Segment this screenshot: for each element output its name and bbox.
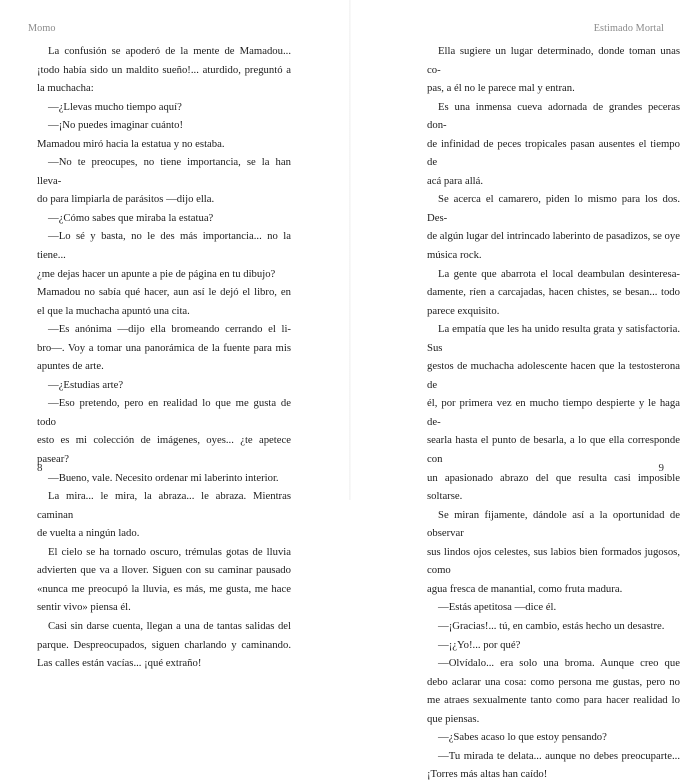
text-line: —Olvídalo... era solo una broma. Aunque creo que	[438, 657, 680, 670]
text-line: el que la muchacha apuntó una cita.	[37, 304, 190, 317]
text-line: Se acerca el camarero, piden lo mismo para los dos. Des-	[427, 193, 680, 224]
text-line: apuntes de arte.	[37, 360, 104, 373]
text-line: searla hasta el punto de besarla, a lo que ella corresponde con	[427, 434, 680, 466]
text-line: Ella sugiere un lugar determinado, donde toman unas co-	[427, 45, 680, 76]
text-line: —¿Estudias arte?	[48, 378, 124, 391]
running-header-right: Estimado Mortal	[593, 23, 664, 34]
text-line: ¿me dejas hacer un apunte a pie de página en tu dibujo?	[37, 267, 276, 280]
right-page	[351, 0, 700, 781]
text-line: debo aclarar una cosa: como persona me gustas, pero no	[427, 675, 680, 688]
text-line: —Eso pretendo, pero en realidad lo que me gusta de todo	[37, 397, 291, 428]
text-line: —¡No puedes imaginar cuánto!	[48, 119, 184, 132]
text-line: ¡todo había sido un maldito sueño!... aturdido, preguntó a	[37, 63, 291, 76]
text-line: —¿Sabes acaso lo que estoy pensando?	[438, 731, 607, 744]
text-line: la muchacha:	[37, 82, 94, 95]
text-line: —¿Llevas mucho tiempo aquí?	[48, 100, 182, 113]
text-line: advierten que va a llover. Siguen con su caminar pausado	[37, 564, 291, 577]
text-line: —No te preocupes, no tiene importancia, se la han lleva-	[37, 156, 291, 187]
text-line: Mamadou no sabía qué hacer, aun así le dejó el libro, en	[37, 286, 291, 299]
text-line: me atraes sexualmente tanto como para hacer realidad lo	[427, 694, 680, 707]
text-line: parece exquisito.	[427, 304, 500, 317]
text-line: música rock.	[427, 249, 482, 262]
text-line: gestos de muchacha adolescente hacen que la testosterona de	[427, 360, 680, 391]
text-line: —Bueno, vale. Necesito ordenar mi laberinto interior.	[48, 471, 279, 484]
running-header-left: Momo	[28, 23, 56, 34]
text-line: —Es anónima —dijo ella bromeando cerrando el li-	[48, 323, 291, 336]
text-line: Se miran fijamente, dándole así a la oportunidad de observar	[427, 508, 680, 540]
text-line: Mamadou miró hacia la estatua y no estaba.	[37, 137, 225, 150]
text-line: La confusión se apoderó de la mente de Mamadou...	[48, 45, 291, 57]
text-line: Casi sin darse cuenta, llegan a una de tantas salidas del	[48, 619, 291, 632]
left-page	[0, 0, 349, 670]
text-line: —Estás apetitosa —dice él.	[438, 601, 557, 614]
text-line: un apasionado abrazo del que resulta casi imposible soltarse.	[427, 471, 680, 503]
text-line: Es una inmensa cueva adornada de grandes peceras don-	[427, 100, 680, 132]
text-line: do para limpiarla de parásitos —dijo ella.	[37, 193, 215, 206]
text-line: de vuelta a ningún lado.	[37, 527, 140, 540]
text-line: pas, a él no le parece mal y entran.	[427, 82, 575, 95]
text-line: ¡Torres más altas han caído!	[427, 768, 548, 781]
text-line: sus lindos ojos celestes, sus labios bien formados jugosos, como	[427, 545, 680, 577]
text-line: Las calles están vacías... ¡qué extraño!	[37, 657, 202, 670]
text-line: él, por primera vez en mucho tiempo despierte y le haga de-	[427, 397, 680, 428]
text-line: esto es mi colección de imágenes, oyes... ¿te apetece pasear?	[37, 434, 291, 466]
text-line: «nunca me preocupó la lluvia, es más, me gusta, me hace	[37, 582, 291, 595]
text-line: La gente que abarrota el local deambulan desinteresa-	[438, 267, 680, 280]
left-page-text	[37, 42, 291, 673]
text-line: —¡¿Yo!... por qué?	[438, 638, 521, 651]
text-line: de algún lugar del intrincado laberinto de pasadizos, se oye	[427, 230, 680, 243]
text-line: de infinidad de peces tropicales pasan ausentes el tiempo de	[427, 137, 680, 169]
text-line: —¿Cómo sabes que miraba la estatua?	[48, 211, 214, 224]
text-line: —¡Gracias!... tú, en cambio, estás hecho un desastre.	[438, 619, 665, 632]
text-line: —Lo sé y basta, no le des más importancia... no la tiene...	[37, 230, 291, 262]
text-line: que piensas.	[427, 712, 480, 725]
page-number-right: 9	[658, 462, 664, 474]
text-line: agua fresca de manantial, como fruta madura.	[427, 582, 623, 595]
text-line: damente, ríen a carcajadas, hacen chistes, se besan... todo	[427, 286, 680, 299]
text-line: El cielo se ha tornado oscuro, trémulas gotas de lluvia	[48, 545, 291, 558]
right-page-text	[427, 42, 680, 784]
text-line: La empatía que les ha unido resulta grata y satisfactoria. Sus	[427, 323, 680, 354]
text-line: bro—. Voy a tomar una panorámica de la fuente para mis	[37, 341, 291, 354]
text-line: —Tu mirada te delata... aunque no debes preocuparte...	[438, 749, 680, 762]
text-line: La mira... le mira, la abraza... le abraza. Mientras caminan	[37, 490, 291, 521]
page-number-left: 8	[37, 462, 43, 474]
text-line: acá para allá.	[427, 174, 484, 187]
text-line: parque. Despreocupados, siguen charlando y caminando.	[37, 638, 291, 651]
text-line: sentir vivo» piensa él.	[37, 601, 131, 614]
